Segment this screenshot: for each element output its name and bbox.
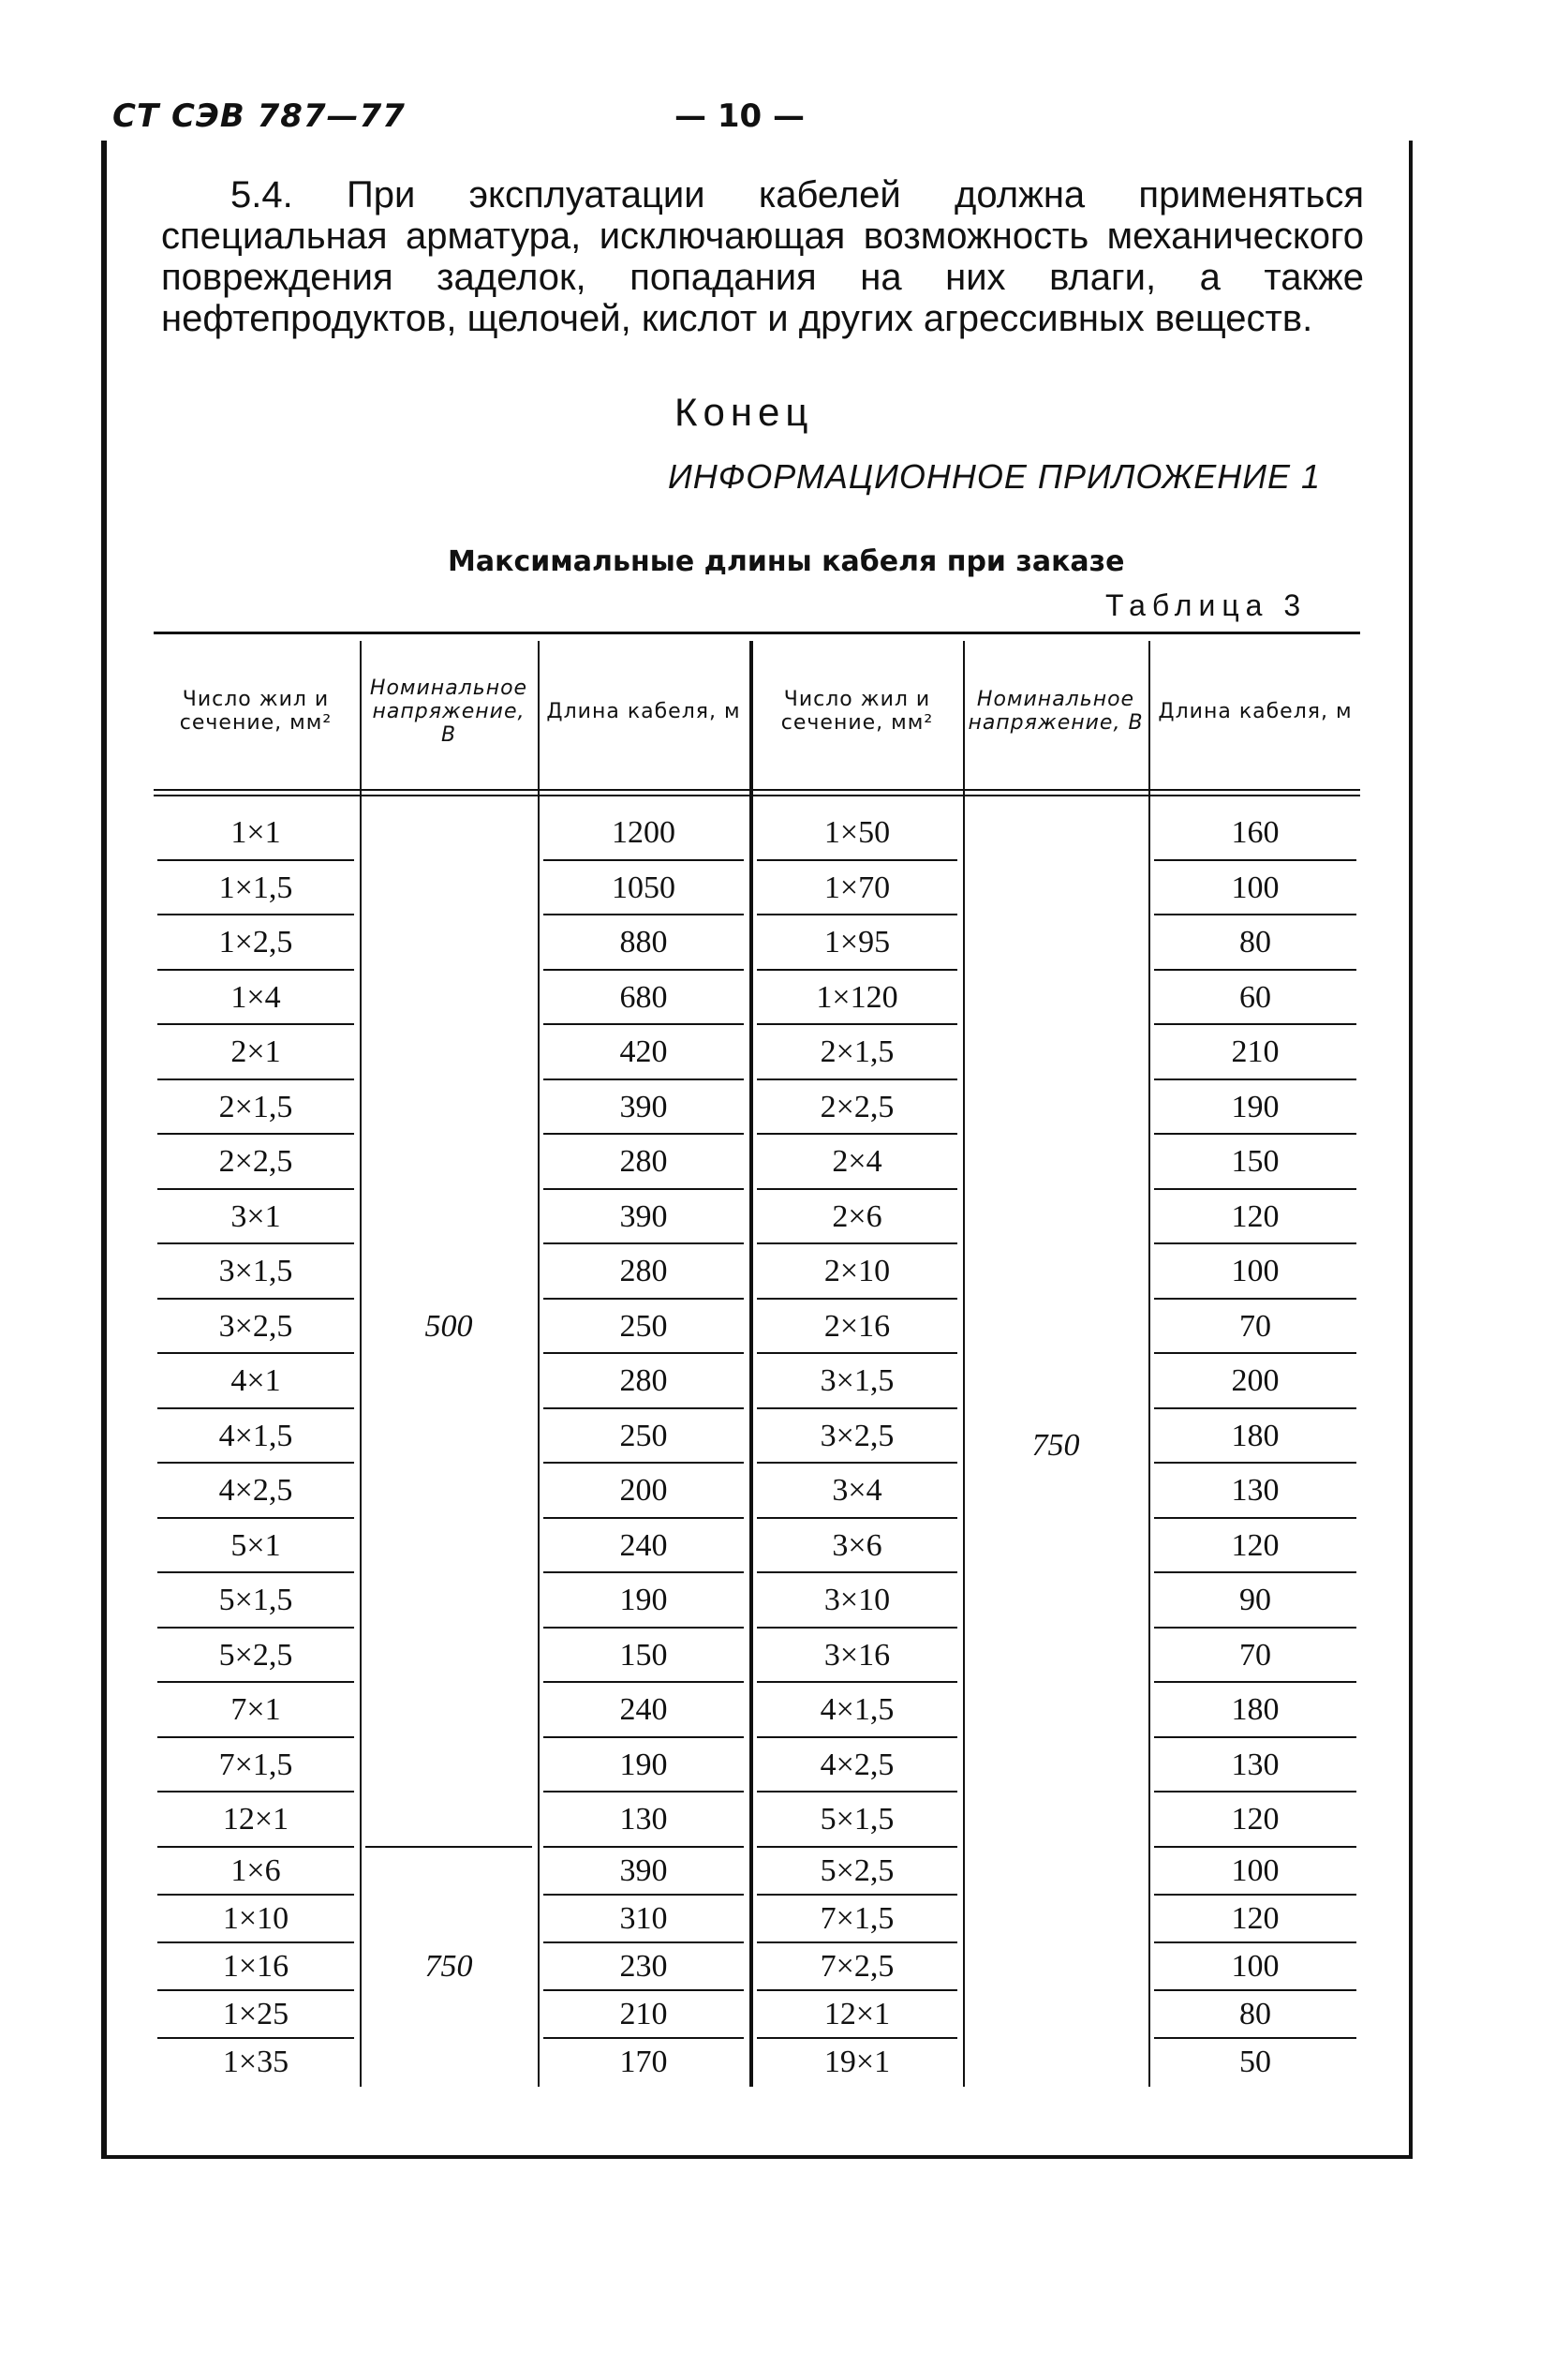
cell-cores-right: 2×1,5 bbox=[820, 1034, 895, 1070]
cable-length-table bbox=[154, 632, 1360, 2178]
cell-length-right: 180 bbox=[1231, 1692, 1280, 1728]
cell-cores-left: 12×1 bbox=[222, 1802, 289, 1837]
cell-length-left: 880 bbox=[619, 925, 668, 960]
header-cores-left: Число жил и сечение, мм² bbox=[179, 688, 333, 735]
standard-code: СТ СЭВ 787—77 bbox=[112, 97, 406, 135]
cell-cores-right: 19×1 bbox=[823, 2045, 891, 2079]
cell-length-left: 390 bbox=[619, 1198, 668, 1234]
cell-length-right: 210 bbox=[1231, 1034, 1280, 1070]
cell-cores-left: 1×1,5 bbox=[218, 870, 293, 905]
cell-length-right: 120 bbox=[1231, 1198, 1280, 1234]
appendix-title: ИНФОРМАЦИОННОЕ ПРИЛОЖЕНИЕ 1 bbox=[667, 457, 1321, 496]
cell-length-right: 190 bbox=[1231, 1089, 1280, 1124]
cell-cores-right: 2×6 bbox=[832, 1198, 882, 1234]
cell-cores-right: 4×1,5 bbox=[820, 1692, 895, 1728]
cell-length-left: 190 bbox=[619, 1747, 668, 1782]
cell-cores-left: 3×2,5 bbox=[218, 1308, 293, 1344]
cell-length-right: 80 bbox=[1239, 925, 1271, 960]
cell-cores-right: 7×2,5 bbox=[820, 1949, 895, 1984]
cell-cores-left: 5×1,5 bbox=[218, 1583, 293, 1618]
header-length-right: Длина кабеля, м bbox=[1158, 699, 1353, 723]
cell-cores-right: 3×2,5 bbox=[820, 1418, 895, 1453]
header-rule-top bbox=[154, 789, 1360, 791]
header-length-left: Длина кабеля, м bbox=[546, 699, 741, 723]
voltage-group-left: 750 bbox=[424, 1949, 473, 1984]
voltage-group-left: 500 bbox=[424, 1308, 473, 1344]
cell-cores-left: 4×1,5 bbox=[218, 1418, 293, 1453]
header-cores-right: Число жил и сечение, мм² bbox=[780, 688, 934, 735]
cell-cores-right: 1×95 bbox=[823, 925, 891, 960]
bottom-rule bbox=[101, 2155, 1413, 2159]
page-number: — 10 — bbox=[674, 97, 805, 135]
page-frame-left bbox=[101, 141, 107, 2155]
cell-length-right: 150 bbox=[1231, 1144, 1280, 1180]
cell-cores-right: 1×50 bbox=[823, 815, 891, 851]
section-paragraph bbox=[161, 174, 1364, 339]
cell-cores-left: 7×1 bbox=[230, 1692, 281, 1728]
cell-cores-right: 4×2,5 bbox=[820, 1747, 895, 1782]
cell-cores-right: 2×16 bbox=[823, 1308, 891, 1344]
end-label: Конец bbox=[674, 390, 814, 434]
cell-length-right: 60 bbox=[1239, 979, 1271, 1015]
cell-length-right: 130 bbox=[1231, 1473, 1280, 1509]
cell-cores-right: 3×16 bbox=[823, 1637, 891, 1673]
cell-length-right: 120 bbox=[1231, 1901, 1280, 1936]
cell-length-left: 390 bbox=[619, 1853, 668, 1888]
cell-length-right: 100 bbox=[1231, 1853, 1280, 1888]
cell-length-left: 280 bbox=[619, 1254, 668, 1289]
cell-length-left: 240 bbox=[619, 1692, 668, 1728]
cell-cores-left: 1×16 bbox=[222, 1949, 289, 1984]
cell-cores-left: 2×2,5 bbox=[218, 1144, 293, 1180]
cell-cores-left: 1×2,5 bbox=[218, 925, 293, 960]
cell-length-left: 680 bbox=[619, 979, 668, 1015]
cell-length-left: 420 bbox=[619, 1034, 668, 1070]
cell-cores-left: 1×25 bbox=[222, 1997, 289, 2031]
cell-length-left: 280 bbox=[619, 1363, 668, 1399]
cell-cores-left: 1×35 bbox=[222, 2045, 289, 2079]
cell-cores-left: 4×2,5 bbox=[218, 1473, 293, 1509]
cell-length-left: 150 bbox=[619, 1637, 668, 1673]
cell-length-left: 250 bbox=[619, 1308, 668, 1344]
cell-length-right: 100 bbox=[1231, 870, 1280, 905]
cell-length-right: 70 bbox=[1239, 1308, 1271, 1344]
cell-cores-left: 4×1 bbox=[230, 1363, 281, 1399]
cell-length-right: 100 bbox=[1231, 1949, 1280, 1984]
cell-length-right: 90 bbox=[1239, 1583, 1271, 1618]
cell-cores-right: 5×2,5 bbox=[820, 1853, 895, 1888]
cell-length-left: 210 bbox=[619, 1997, 668, 2031]
cell-cores-left: 3×1,5 bbox=[218, 1254, 293, 1289]
paragraph-text: 5.4. При эксплуатации кабелей должна применяться специальная арматура, исключающая возможность механического повреждения заделок, попадания на них влаги, а также нефтепродуктов, щелочей, кислот и других агрессивных веществ. bbox=[161, 174, 1364, 339]
cell-length-left: 280 bbox=[619, 1144, 668, 1180]
cell-cores-right: 2×2,5 bbox=[820, 1089, 895, 1124]
cell-length-left: 1050 bbox=[612, 870, 675, 905]
cell-length-left: 250 bbox=[619, 1418, 668, 1453]
header-voltage-right: Номинальное напряжение, В bbox=[968, 688, 1144, 735]
cell-cores-right: 1×70 bbox=[823, 870, 891, 905]
cell-length-right: 180 bbox=[1231, 1418, 1280, 1453]
cell-length-right: 160 bbox=[1231, 815, 1280, 851]
cell-cores-left: 1×6 bbox=[230, 1853, 281, 1888]
cell-cores-left: 5×2,5 bbox=[218, 1637, 293, 1673]
cell-length-right: 200 bbox=[1231, 1363, 1280, 1399]
cell-cores-right: 5×1,5 bbox=[820, 1802, 895, 1837]
cell-length-right: 100 bbox=[1231, 1254, 1280, 1289]
cell-cores-right: 3×1,5 bbox=[820, 1363, 895, 1399]
cell-cores-left: 2×1 bbox=[230, 1034, 281, 1070]
cell-length-right: 50 bbox=[1239, 2045, 1271, 2079]
cell-cores-right: 3×10 bbox=[823, 1583, 891, 1618]
cell-cores-right: 3×4 bbox=[832, 1473, 882, 1509]
cell-cores-left: 1×1 bbox=[230, 815, 281, 851]
cell-length-right: 120 bbox=[1231, 1527, 1280, 1563]
cell-cores-left: 5×1 bbox=[230, 1527, 281, 1563]
cell-cores-right: 2×10 bbox=[823, 1254, 891, 1289]
page-frame-right bbox=[1409, 141, 1413, 2155]
cell-length-left: 390 bbox=[619, 1089, 668, 1124]
page-header bbox=[112, 97, 1405, 144]
cell-cores-left: 1×10 bbox=[222, 1901, 289, 1936]
cell-length-right: 80 bbox=[1239, 1997, 1271, 2031]
cell-length-right: 130 bbox=[1231, 1747, 1280, 1782]
cell-cores-left: 3×1 bbox=[230, 1198, 281, 1234]
cell-length-left: 1200 bbox=[612, 815, 675, 851]
cell-cores-left: 1×4 bbox=[230, 979, 281, 1015]
cell-length-right: 120 bbox=[1231, 1802, 1280, 1837]
table-number: Таблица 3 bbox=[1105, 588, 1308, 622]
cell-cores-right: 7×1,5 bbox=[820, 1901, 895, 1936]
table-title: Максимальные длины кабеля при заказе bbox=[448, 545, 1125, 578]
cell-length-left: 230 bbox=[619, 1949, 668, 1984]
cell-length-left: 190 bbox=[619, 1583, 668, 1618]
cell-length-left: 170 bbox=[619, 2045, 668, 2079]
table-top-rule bbox=[154, 632, 1360, 634]
cell-cores-left: 2×1,5 bbox=[218, 1089, 293, 1124]
cell-length-left: 200 bbox=[619, 1473, 668, 1509]
cell-cores-right: 3×6 bbox=[832, 1527, 882, 1563]
header-voltage-left: Номинальное напряжение, В bbox=[369, 676, 528, 747]
cell-length-left: 130 bbox=[619, 1802, 668, 1837]
cell-cores-left: 7×1,5 bbox=[218, 1747, 293, 1782]
cell-length-left: 240 bbox=[619, 1527, 668, 1563]
cell-cores-right: 1×120 bbox=[816, 979, 898, 1015]
cell-length-right: 70 bbox=[1239, 1637, 1271, 1673]
header-rule-bottom bbox=[154, 795, 1360, 796]
cell-length-left: 310 bbox=[619, 1901, 668, 1936]
voltage-group-right: 750 bbox=[1031, 1428, 1080, 1464]
cell-cores-right: 12×1 bbox=[823, 1997, 891, 2031]
cell-cores-right: 2×4 bbox=[832, 1144, 882, 1180]
